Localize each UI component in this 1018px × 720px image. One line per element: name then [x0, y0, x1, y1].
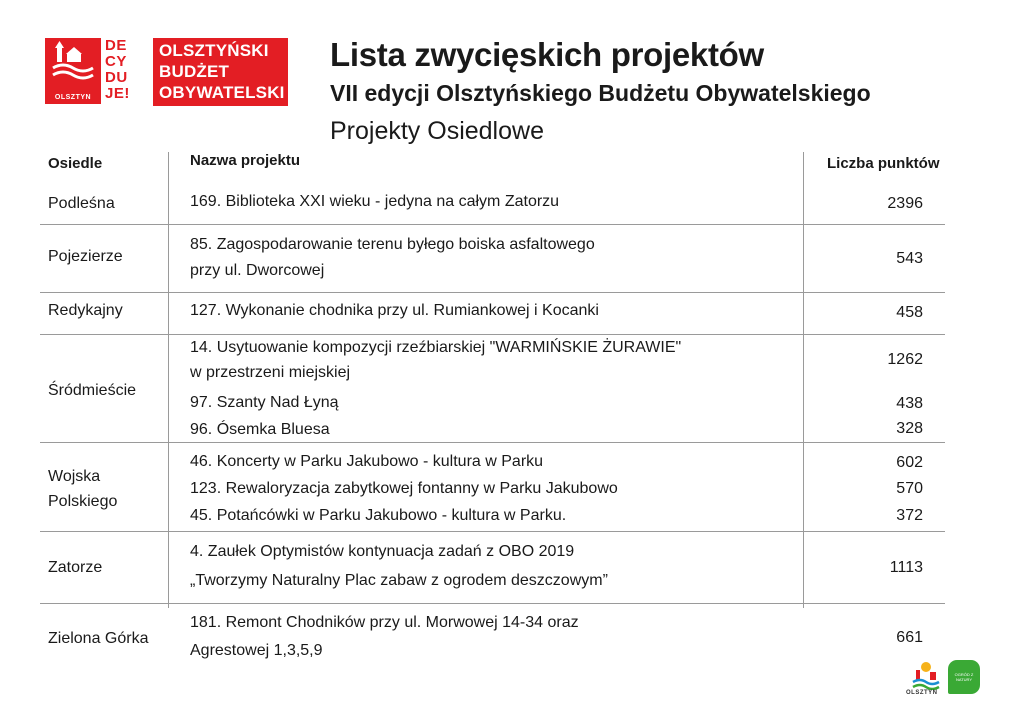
project-points: 2396	[887, 195, 923, 212]
project-points: 328	[896, 420, 923, 437]
project-name: 85. Zagospodarowanie terenu byłego boiska asfaltowego	[190, 236, 595, 253]
district-name: Zatorze	[48, 559, 103, 576]
project-name-continued: przy ul. Dworcowej	[190, 262, 325, 279]
district-name: Zielona Górka	[48, 630, 149, 647]
project-name: 4. Zaułek Optymistów kontynuacja zadań z OBO 2019	[190, 543, 575, 560]
district-name: Pojezierze	[48, 248, 123, 265]
obo-line-2: BUDŻET	[159, 62, 230, 81]
project-points: 438	[896, 395, 923, 412]
project-name-continued: Agrestowej 1,3,5,9	[190, 642, 323, 659]
district-name: Podleśna	[48, 195, 115, 212]
column-header-points: Liczba punktów	[827, 155, 940, 172]
decy-line-3: DU	[105, 69, 128, 86]
project-name: 14. Usytuowanie kompozycji rzeźbiarskiej "WARMIŃSKIE ŻURAWIE"	[190, 339, 682, 356]
row-separator	[40, 531, 945, 532]
project-name: 169. Biblioteka XXI wieku - jedyna na całym Zatorzu	[190, 193, 560, 210]
district-name: Śródmieście	[48, 382, 137, 399]
project-name: 123. Rewaloryzacja zabytkowej fontanny w Parku Jakubowo	[190, 480, 618, 497]
column-divider-right	[803, 152, 804, 608]
obo-line-3: OBYWATELSKI	[159, 83, 285, 102]
district-name: Redykajny	[48, 302, 123, 319]
project-name: 45. Potańcówki w Parku Jakubowo - kultura w Parku.	[190, 507, 567, 524]
row-separator	[40, 292, 945, 293]
column-divider-left	[168, 152, 169, 608]
page-subtitle: VII edycji Olsztyńskiego Budżetu Obywatelskiego	[330, 80, 871, 106]
project-points: 661	[896, 629, 923, 646]
obo-line-1: OLSZTYŃSKI	[159, 41, 269, 60]
project-name-continued: „Tworzymy Naturalny Plac zabaw z ogrodem deszczowym”	[190, 572, 608, 589]
decydujemy-city: OLSZTYN	[54, 94, 92, 101]
project-name: 127. Wykonanie chodnika przy ul. Rumiankowej i Kocanki	[190, 302, 599, 319]
project-name: 96. Ósemka Bluesa	[190, 421, 330, 438]
district-name: Wojska	[48, 468, 101, 485]
project-name-continued: w przestrzeni miejskiej	[190, 364, 351, 381]
decy-line-2: CY	[105, 53, 127, 70]
obo-logo	[153, 38, 288, 106]
decy-line-4: JE!	[105, 85, 130, 102]
page-title: Lista zwycięskich projektów	[330, 36, 764, 73]
column-header-project: Nazwa projektu	[190, 152, 301, 169]
project-points: 1262	[887, 351, 923, 368]
city-skyline-icon	[45, 38, 101, 90]
project-name: 46. Koncerty w Parku Jakubowo - kultura w Parku	[190, 453, 544, 470]
project-points: 458	[896, 304, 923, 321]
project-name: 181. Remont Chodników przy ul. Morwowej 14-34 oraz	[190, 614, 579, 631]
row-separator	[40, 442, 945, 443]
row-separator	[40, 224, 945, 225]
project-points: 372	[896, 507, 923, 524]
project-name: 97. Szanty Nad Łyną	[190, 394, 339, 411]
project-points: 570	[896, 480, 923, 497]
ogrod-z-natury-logo: OGRÓD Z NATURY	[948, 660, 980, 694]
project-points: 602	[896, 454, 923, 471]
decydujemy-logo-mark	[45, 38, 101, 104]
decy-line-1: DE	[105, 37, 127, 54]
decydujemy-logo-text	[105, 38, 143, 102]
project-points: 543	[896, 250, 923, 267]
district-name-continued: Polskiego	[48, 493, 118, 510]
row-separator	[40, 603, 945, 604]
project-points: 1113	[889, 559, 923, 576]
footer-city-name: OLSZTYN	[906, 690, 938, 696]
column-header-district: Osiedle	[48, 155, 103, 172]
section-title: Projekty Osiedlowe	[330, 117, 544, 145]
